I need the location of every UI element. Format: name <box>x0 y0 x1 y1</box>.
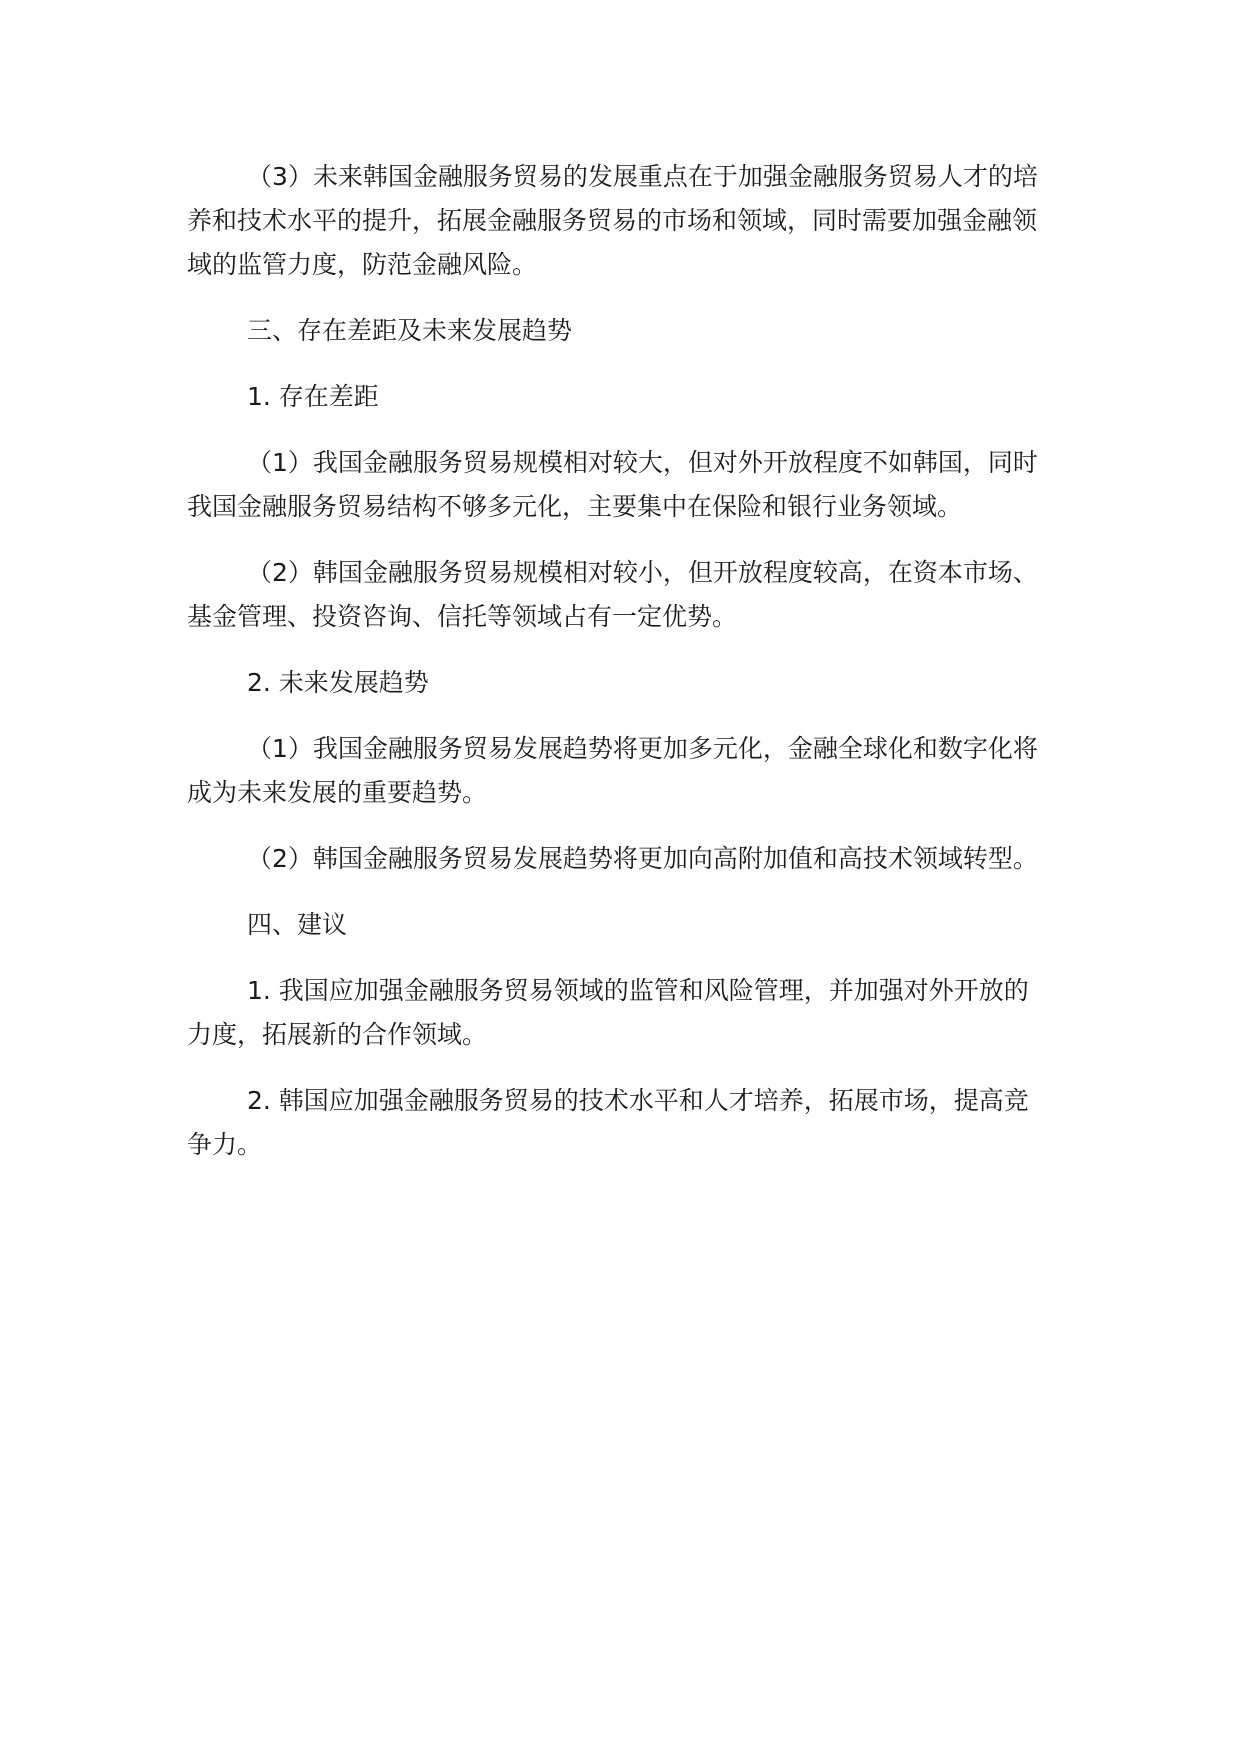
paragraph-korea-suggestion: 2. 韩国应加强金融服务贸易的技术水平和人才培养，拓展市场，提高竞争力。 <box>187 1086 1029 1159</box>
document-body <box>187 155 1049 1189</box>
paragraph-china-suggestion: 1. 我国应加强金融服务贸易领域的监管和风险管理，并加强对外开放的力度，拓展新的合作领域。 <box>187 976 1029 1049</box>
paragraph-china-trend: （1）我国金融服务贸易发展趋势将更加多元化，金融全球化和数字化将成为未来发展的重要趋势。 <box>187 734 1038 807</box>
section-heading-suggestions: 四、建议 <box>247 910 348 939</box>
paragraph-china-gap: （1）我国金融服务贸易规模相对较大，但对外开放程度不如韩国，同时我国金融服务贸易结构不够多元化，主要集中在保险和银行业务领域。 <box>187 448 1038 521</box>
subheading-future-trends: 2. 未来发展趋势 <box>247 668 429 697</box>
paragraph-korea-focus: （3）未来韩国金融服务贸易的发展重点在于加强金融服务贸易人才的培养和技术水平的提升，拓展金融服务贸易的市场和领域，同时需要加强金融领域的监管力度，防范金融风险。 <box>187 162 1038 279</box>
paragraph-korea-gap: （2）韩国金融服务贸易规模相对较小，但开放程度较高，在资本市场、基金管理、投资咨询、信托等领域占有一定优势。 <box>187 558 1038 631</box>
section-heading-gaps-trends: 三、存在差距及未来发展趋势 <box>247 316 573 345</box>
subheading-gaps: 1. 存在差距 <box>247 382 379 411</box>
paragraph-korea-trend: （2）韩国金融服务贸易发展趋势将更加向高附加值和高技术领域转型。 <box>247 844 1038 873</box>
